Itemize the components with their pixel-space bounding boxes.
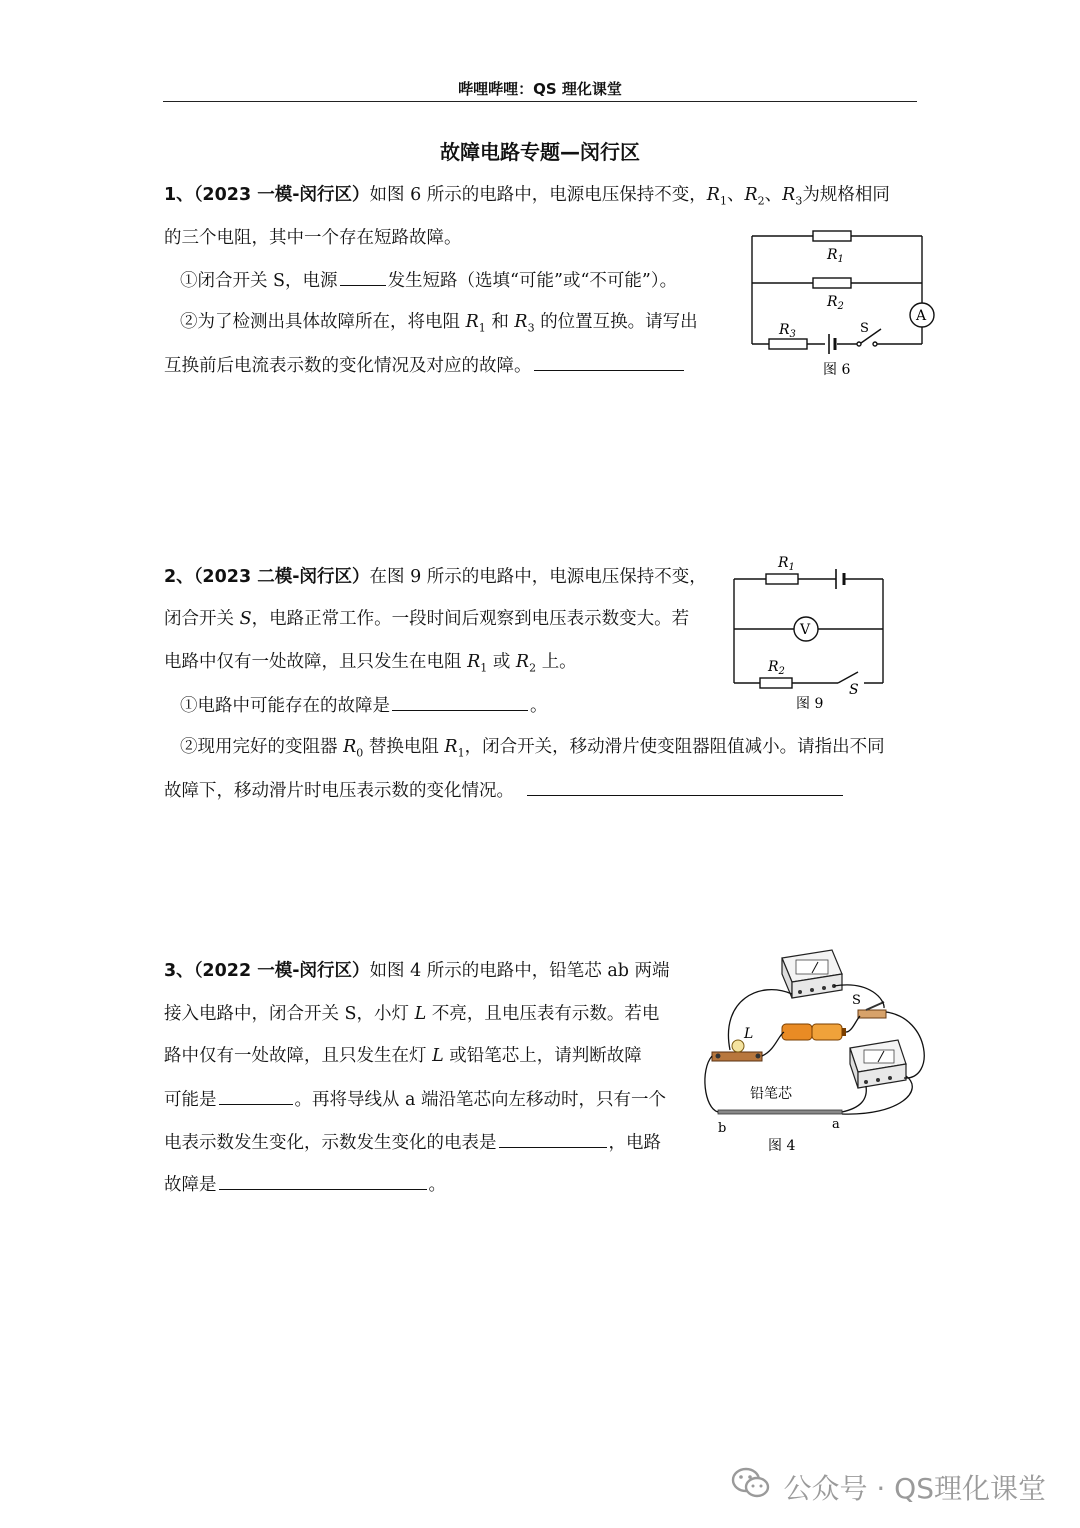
q1-text: 互换前后电流表示数的变化情况及对应的故障。 (164, 356, 532, 376)
q1-line-3 (180, 267, 677, 294)
sym-r: R (744, 185, 758, 205)
q1-line-5 (164, 352, 686, 379)
figure-6-circuit (745, 226, 940, 386)
resistor-r2 (813, 278, 851, 288)
q1-text: ②为了检测出具体故障所在，将电阻 (180, 312, 460, 332)
label-switch-s: S (860, 321, 869, 336)
q3-text: 。再将导线从 a 端沿笔芯向左移动时，只有一个 (294, 1090, 667, 1110)
page-header: 哔哩哔哩：QS 理化课堂 (458, 80, 622, 98)
q3-text: 不亮，且电压表有示数。若电 (431, 1004, 660, 1024)
sym-s: S (239, 609, 252, 629)
label-r2: R (827, 294, 838, 310)
battery (782, 1024, 846, 1040)
q3-answer-blank-2[interactable] (499, 1129, 607, 1148)
q2-text: 闭合开关 (164, 609, 234, 629)
svg-text:R1 (777, 555, 795, 573)
figure-4-apparatus (700, 940, 940, 1162)
sym-r: R (706, 185, 720, 205)
sub-2: 2 (757, 194, 765, 208)
q2-text: 替换电阻 (368, 737, 439, 757)
q2-text: ②现用完好的变阻器 (180, 737, 338, 757)
label-end-a: a (832, 1117, 840, 1132)
q2-text: 故障下，移动滑片时电压表示数的变化情况。 (164, 781, 514, 801)
svg-text:R2 (767, 659, 785, 677)
q1-text: 为规格相同 (802, 185, 890, 205)
q3-line-2 (164, 1001, 659, 1027)
sym-r: R (515, 652, 530, 672)
sub-1: 1 (478, 321, 486, 335)
meter-right (850, 1040, 906, 1088)
q3-text: ，电路 (608, 1133, 661, 1153)
sub-1: 1 (457, 746, 465, 760)
label-pencil-lead: 铅笔芯 (750, 1086, 792, 1102)
label-end-b: b (718, 1121, 727, 1136)
svg-text:R1 (826, 247, 844, 265)
page-title: 故障电路专题—闵行区 (440, 140, 640, 164)
q3-text: 路中仅有一处故障，且只发生在灯 (164, 1046, 427, 1066)
label-r1: R (827, 247, 838, 263)
q2-source-tag: （2023 二模-闵行区） (193, 567, 370, 587)
watermark-text: 公众号 · QS理化课堂 (783, 1471, 1046, 1505)
sep: 、 (726, 185, 745, 205)
q3-line-6 (164, 1171, 446, 1198)
switch-s (858, 1002, 886, 1018)
q1-part-1-text: 发生短路（选填“可能”或“不可能”）。 (387, 271, 678, 291)
sub-2: 2 (778, 666, 785, 677)
q3-text: 电表示数发生变化，示数发生变化的电表是 (164, 1133, 497, 1153)
q1-line-1 (164, 182, 890, 215)
q1-number: 1、 (164, 185, 194, 205)
q2-text: 。 (530, 696, 548, 716)
sym-r: R (782, 185, 796, 205)
q1-source-tag: （2023 一模-闵行区） (193, 185, 370, 205)
lamp-l (712, 1040, 762, 1061)
q3-source-tag: （2022 一模-闵行区） (193, 961, 370, 981)
voltmeter-label: V (800, 622, 811, 638)
sym-r: R (514, 312, 528, 332)
figure-6-caption: 图 6 (823, 362, 851, 378)
pencil-lead (718, 1110, 842, 1114)
q3-line-1 (164, 958, 670, 984)
ammeter-label: A (916, 308, 927, 324)
q3-answer-blank-1[interactable] (219, 1086, 293, 1105)
q3-number: 3、 (164, 961, 194, 981)
watermark (731, 1466, 1046, 1507)
q2-text: ，闭合开关，移动滑片使变阻器阻值减小。请指出不同 (464, 737, 885, 757)
q3-line-5 (164, 1129, 661, 1156)
label-r1: R (778, 555, 789, 571)
sub-2: 2 (837, 301, 844, 312)
q3-text: 。 (428, 1175, 446, 1195)
sym-r: R (444, 737, 458, 757)
q1-line-4 (180, 309, 698, 342)
q1-text: 的位置互换。请写出 (540, 312, 698, 332)
q1-line-2: 的三个电阻，其中一个存在短路故障。 (164, 228, 462, 248)
q2-line-4 (180, 692, 548, 719)
q2-text: 在图 9 所示的电路中，电源电压保持不变， (369, 567, 707, 587)
q2-number: 2、 (164, 567, 194, 587)
q1-text: 和 (491, 312, 509, 332)
meter-top (782, 950, 842, 998)
sub-3: 3 (789, 329, 796, 340)
q2-line-1 (164, 564, 707, 590)
q2-line-6 (164, 777, 845, 804)
sym-r: R (467, 652, 481, 672)
q2-answer-blank-2[interactable] (527, 777, 843, 796)
sub-3: 3 (795, 194, 803, 208)
q3-text: 故障是 (164, 1175, 217, 1195)
q3-answer-blank-3[interactable] (219, 1171, 427, 1190)
sub-2: 2 (529, 661, 537, 675)
figure-9-caption: 图 9 (796, 696, 824, 712)
sub-3: 3 (527, 321, 535, 335)
figure-4-caption: 图 4 (768, 1138, 796, 1154)
sub-1: 1 (480, 661, 488, 675)
resistor-r1 (766, 574, 798, 584)
q3-text: 如图 4 所示的电路中，铅笔芯 ab 两端 (369, 961, 670, 981)
q3-line-4 (164, 1086, 666, 1113)
sep: 、 (764, 185, 783, 205)
sub-0: 0 (356, 746, 364, 760)
q1-answer-blank-1[interactable] (340, 267, 386, 286)
label-r2: R (768, 659, 779, 675)
q2-text: 或 (492, 652, 511, 672)
label-r3: R (779, 322, 790, 338)
sub-1: 1 (788, 562, 795, 573)
q3-text: 或铅笔芯上，请判断故障 (449, 1046, 642, 1066)
q1-part-1-text: ①闭合开关 S，电源 (180, 271, 338, 291)
label-switch-s: S (849, 682, 859, 698)
q3-line-3 (164, 1043, 642, 1069)
q3-text: 接入电路中，闭合开关 S，小灯 (164, 1004, 410, 1024)
sym-l: L (414, 1004, 427, 1024)
resistor-r3 (769, 339, 807, 349)
sym-r: R (465, 312, 479, 332)
sub-1: 1 (719, 194, 727, 208)
q1-answer-blank-2[interactable] (534, 352, 684, 371)
q3-text: 可能是 (164, 1090, 217, 1110)
q2-line-5 (180, 734, 885, 767)
sub-1: 1 (837, 254, 844, 265)
resistor-r1 (813, 231, 851, 241)
q1-text: 如图 6 所示的电路中，电源电压保持不变， (369, 185, 707, 205)
q2-text: ，电路正常工作。一段时间后观察到电压表示数变大。若 (251, 609, 690, 629)
resistor-r2 (760, 678, 792, 688)
header-divider (163, 101, 917, 102)
sym-l: L (432, 1046, 444, 1066)
q2-answer-blank-1[interactable] (392, 692, 528, 711)
svg-text:R3 (778, 322, 796, 340)
sym-r: R (343, 737, 357, 757)
label-switch-s: S (852, 993, 861, 1008)
wechat-icon (731, 1466, 771, 1507)
q2-text: ①电路中可能存在的故障是 (180, 696, 390, 716)
q2-text: 电路中仅有一处故障，且只发生在电阻 (164, 652, 462, 672)
figure-9-circuit (728, 552, 898, 720)
svg-text:R2 (826, 294, 844, 312)
q2-line-2 (164, 606, 689, 632)
q2-line-3 (164, 649, 577, 682)
q2-text: 上。 (541, 652, 577, 672)
label-lamp-l: L (744, 1026, 754, 1042)
